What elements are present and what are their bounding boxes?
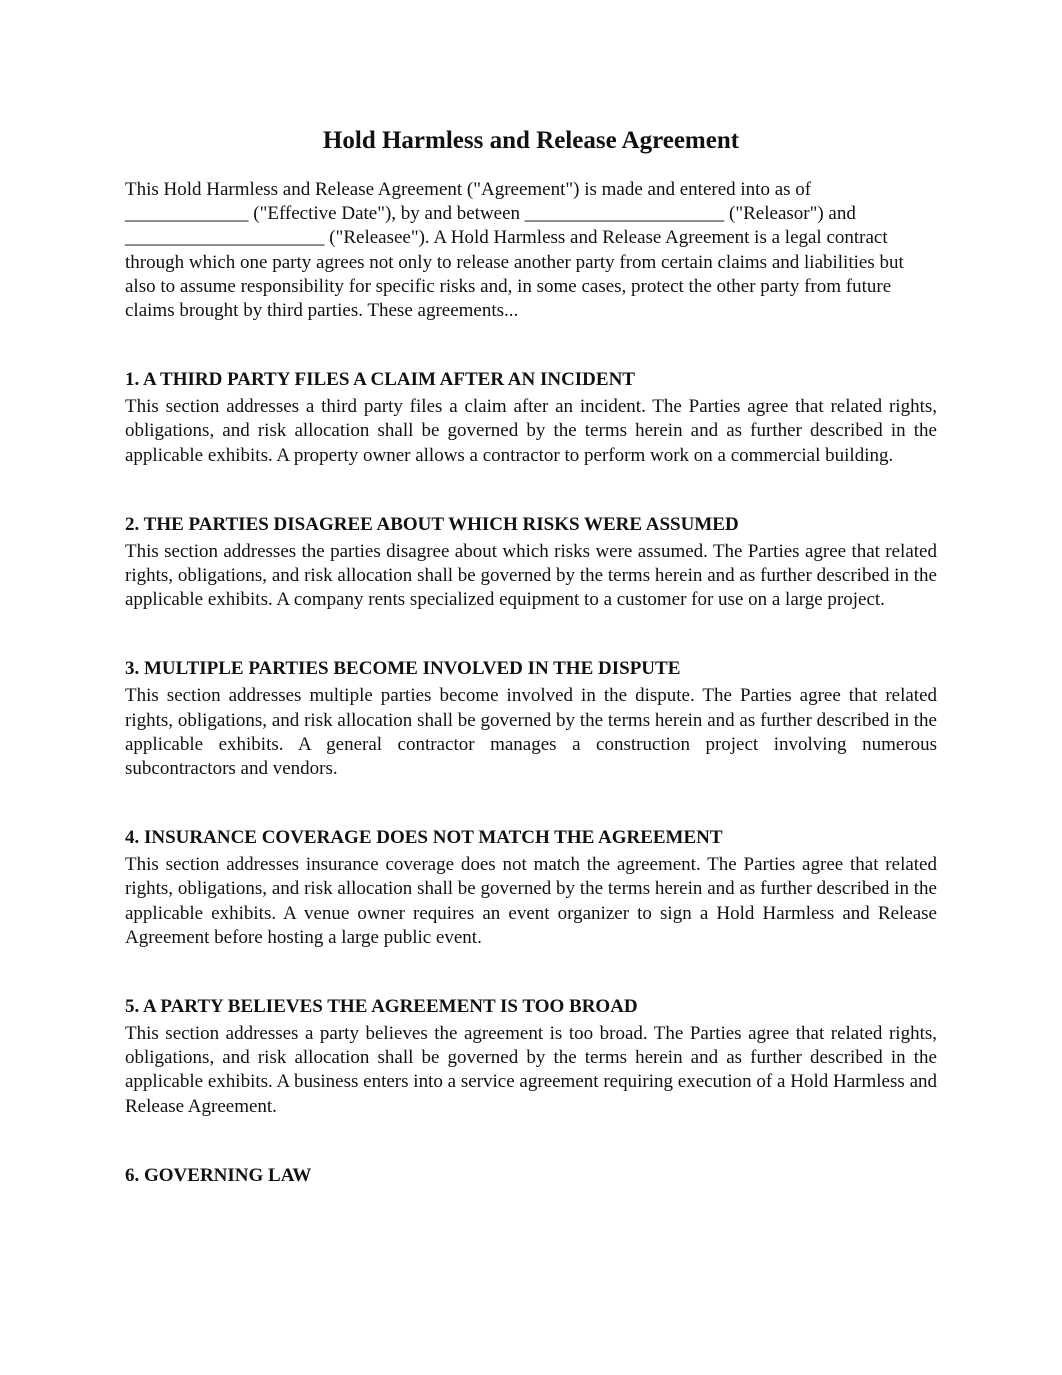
section-body: This section addresses the parties disagree about which risks were assumed. The Parties agree that related rights, obligations, and risk allocation shall be governed by the terms herein and as further described in the applicable exhibits. A company rents specialized equipment to a customer for use on a large project. <box>125 540 937 611</box>
section-3 <box>125 656 937 781</box>
section-heading: 4. INSURANCE COVERAGE DOES NOT MATCH THE AGREEMENT <box>125 827 723 849</box>
section-heading: 2. THE PARTIES DISAGREE ABOUT WHICH RISKS WERE ASSUMED <box>125 513 739 535</box>
section-1 <box>125 367 937 468</box>
section-2 <box>125 512 937 613</box>
section-body: This section addresses multiple parties become involved in the dispute. The Parties agree that related rights, obligations, and risk allocation shall be governed by the terms herein and as further described in the applicable exhibits. A general contractor manages a construction project involving numerous subcontractors and vendors. <box>125 685 937 780</box>
section-heading: 5. A PARTY BELIEVES THE AGREEMENT IS TOO BROAD <box>125 996 638 1018</box>
section-body: This section addresses insurance coverage does not match the agreement. The Parties agree that related rights, obligations, and risk allocation shall be governed by the terms herein and as further described in the applicable exhibits. A venue owner requires an event organizer to sign a Hold Harmless and Release Agreement before hosting a large public event. <box>125 854 937 948</box>
section-5 <box>125 994 937 1119</box>
section-heading: 6. GOVERNING LAW <box>125 1164 312 1186</box>
intro-paragraph: This Hold Harmless and Release Agreement ("Agreement") is made and entered into as of _____________ ("Effective Date"), by and between _____________________ ("Releasor") and _____________________ ("Releasee"). A Hold Harmless and Release Agreement is a legal contract through which one party agrees not only to release another party from certain claims and liabilities but also to assume responsibility for specific risks and, in some cases, protect the other party from future claims brought by third parties. These agreements... <box>125 179 904 322</box>
section-heading: 1. A THIRD PARTY FILES A CLAIM AFTER AN INCIDENT <box>125 369 635 391</box>
document-title: Hold Harmless and Release Agreement <box>322 127 740 154</box>
section-body: This section addresses a party believes the agreement is too broad. The Parties agree that related rights, obligations, and risk allocation shall be governed by the terms herein and as further described in the applicable exhibits. A business enters into a service agreement requiring execution of a Hold Harmless and Release Agreement. <box>125 1023 937 1117</box>
section-4 <box>125 825 937 950</box>
section-body: This section addresses a third party files a claim after an incident. The Parties agree that related rights, obligations, and risk allocation shall be governed by the terms herein and as further described in the applicable exhibits. A property owner allows a contractor to perform work on a commercial building. <box>125 396 937 466</box>
document-content <box>125 120 937 1188</box>
section-heading: 3. MULTIPLE PARTIES BECOME INVOLVED IN THE DISPUTE <box>125 658 681 680</box>
section-6 <box>125 1163 937 1188</box>
